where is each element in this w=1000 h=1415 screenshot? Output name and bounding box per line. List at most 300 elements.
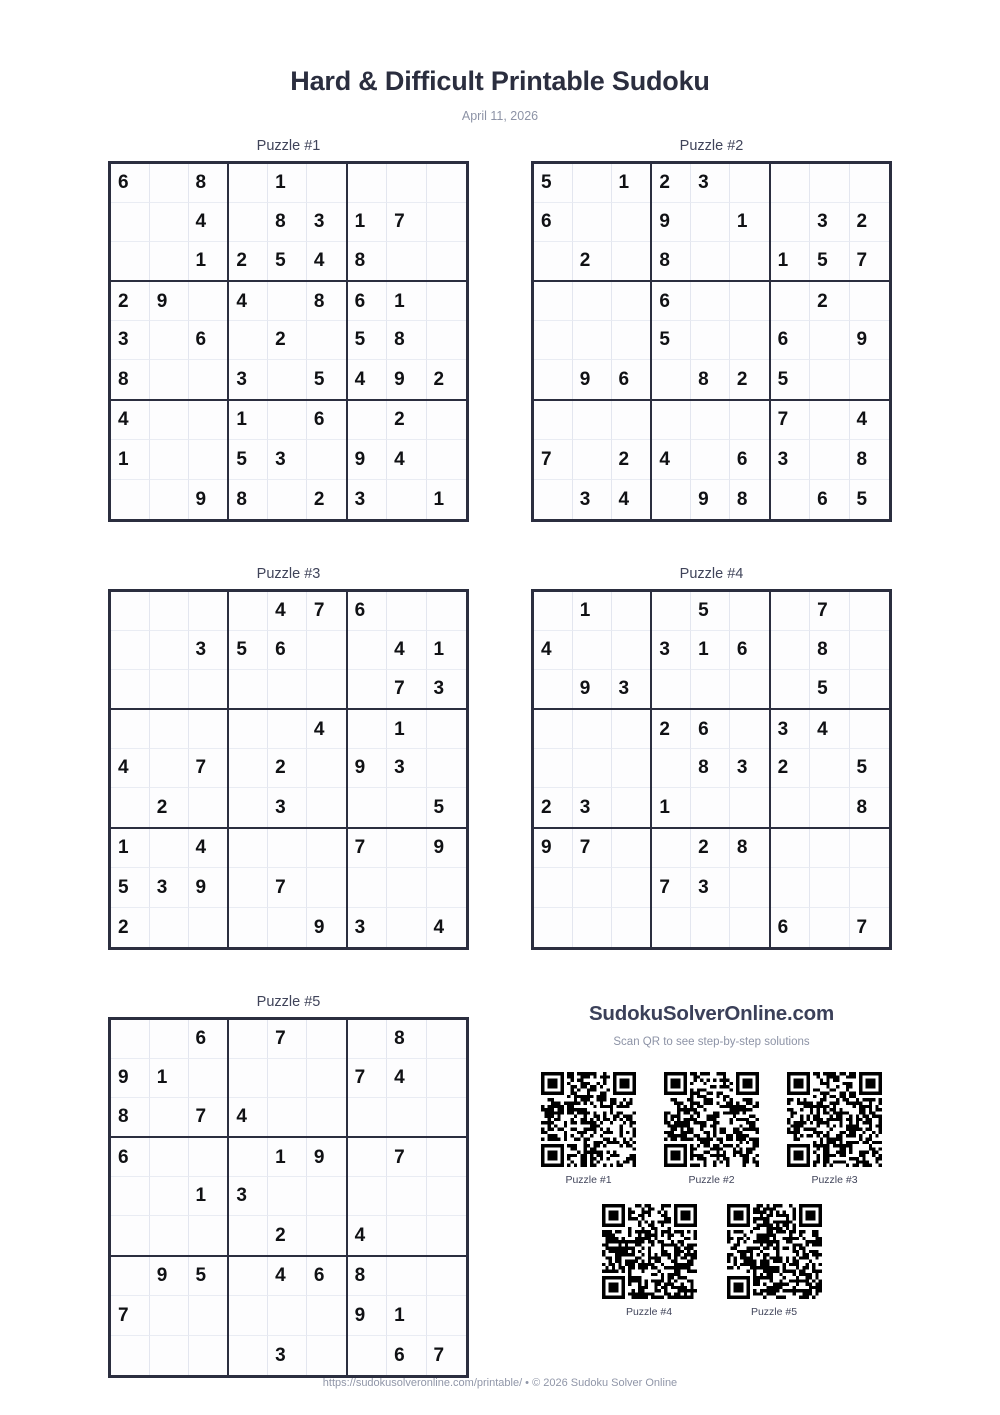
sudoku-cell-empty[interactable] (534, 868, 573, 907)
sudoku-cell-empty[interactable] (850, 360, 889, 399)
sudoku-cell-given[interactable]: 5 (189, 1257, 228, 1296)
sudoku-cell-empty[interactable] (268, 401, 307, 440)
sudoku-cell-given[interactable]: 3 (387, 749, 426, 788)
sudoku-cell-given[interactable]: 2 (771, 749, 810, 788)
sudoku-cell-given[interactable]: 4 (307, 710, 346, 749)
sudoku-cell-given[interactable]: 7 (387, 203, 426, 242)
sudoku-cell-empty[interactable] (229, 164, 268, 203)
sudoku-cell-given[interactable]: 8 (387, 321, 426, 360)
sudoku-cell-empty[interactable] (771, 282, 810, 321)
sudoku-cell-given[interactable]: 4 (111, 749, 150, 788)
sudoku-cell-empty[interactable] (150, 749, 189, 788)
sudoku-cell-empty[interactable] (229, 1336, 268, 1375)
sudoku-cell-given[interactable]: 1 (691, 631, 730, 670)
sudoku-cell-empty[interactable] (387, 788, 426, 827)
sudoku-cell-given[interactable]: 7 (387, 670, 426, 709)
sudoku-cell-given[interactable]: 5 (850, 749, 889, 788)
sudoku-cell-empty[interactable] (229, 1216, 268, 1255)
sudoku-cell-given[interactable]: 6 (307, 1257, 346, 1296)
sudoku-cell-empty[interactable] (348, 1177, 387, 1216)
sudoku-cell-given[interactable]: 5 (810, 670, 849, 709)
sudoku-cell-given[interactable]: 1 (433, 488, 445, 510)
sudoku-cell-empty[interactable] (150, 1296, 189, 1335)
sudoku-cell-empty[interactable] (307, 749, 346, 788)
sudoku-cell-given[interactable]: 1 (111, 440, 150, 479)
sudoku-cell-empty[interactable] (150, 1216, 189, 1255)
sudoku-cell-empty[interactable] (307, 1098, 346, 1137)
sudoku-cell-given[interactable]: 4 (433, 916, 445, 938)
sudoku-cell-empty[interactable] (652, 670, 691, 709)
sudoku-cell-empty[interactable] (534, 242, 573, 281)
sudoku-cell-empty[interactable] (850, 631, 889, 670)
sudoku-cell-given[interactable]: 6 (111, 164, 150, 203)
sudoku-cell-empty[interactable] (652, 360, 691, 399)
sudoku-cell-given[interactable]: 6 (534, 203, 573, 242)
sudoku-cell-empty[interactable] (771, 829, 810, 868)
sudoku-cell-given[interactable]: 7 (307, 592, 346, 631)
sudoku-cell-empty[interactable] (850, 710, 889, 749)
sudoku-cell-given[interactable]: 1 (387, 710, 426, 749)
sudoku-cell-given[interactable]: 7 (348, 1059, 387, 1098)
sudoku-board-4[interactable] (531, 589, 892, 950)
sudoku-cell-given[interactable]: 4 (268, 1257, 307, 1296)
sudoku-cell-empty[interactable] (810, 868, 849, 907)
sudoku-board-2[interactable] (531, 161, 892, 522)
sudoku-cell-empty[interactable] (730, 710, 769, 749)
sudoku-cell-empty[interactable] (348, 1336, 387, 1375)
sudoku-cell-empty[interactable] (111, 1020, 150, 1059)
sudoku-cell-given[interactable]: 4 (387, 631, 426, 670)
sudoku-cell-given[interactable]: 2 (573, 242, 612, 281)
qr-item[interactable] (664, 1072, 759, 1186)
sudoku-cell-given[interactable]: 7 (195, 1106, 207, 1128)
sudoku-cell-empty[interactable] (229, 1020, 268, 1059)
sudoku-cell-empty[interactable] (387, 1098, 426, 1137)
sudoku-cell-empty[interactable] (427, 164, 466, 203)
sudoku-cell-empty[interactable] (189, 1059, 228, 1098)
sudoku-cell-given[interactable]: 9 (534, 829, 573, 868)
sudoku-cell-given[interactable]: 4 (348, 360, 387, 399)
sudoku-cell-empty[interactable] (612, 401, 651, 440)
sudoku-cell-given[interactable]: 3 (348, 480, 387, 519)
sudoku-cell-given[interactable]: 7 (573, 829, 612, 868)
sudoku-cell-empty[interactable] (268, 710, 307, 749)
sudoku-cell-empty[interactable] (387, 829, 426, 868)
sudoku-cell-empty[interactable] (307, 1177, 346, 1216)
sudoku-cell-empty[interactable] (730, 164, 769, 203)
sudoku-cell-empty[interactable] (612, 710, 651, 749)
sudoku-cell-empty[interactable] (307, 1336, 346, 1375)
sudoku-cell-given[interactable]: 7 (856, 916, 868, 938)
sudoku-cell-empty[interactable] (348, 670, 387, 709)
sudoku-cell-given[interactable]: 9 (348, 749, 387, 788)
sudoku-cell-empty[interactable] (612, 242, 651, 281)
sudoku-cell-given[interactable]: 3 (730, 749, 769, 788)
sudoku-cell-empty[interactable] (189, 1336, 228, 1375)
sudoku-cell-given[interactable]: 1 (150, 1059, 189, 1098)
sudoku-cell-empty[interactable] (387, 592, 426, 631)
sudoku-cell-empty[interactable] (534, 749, 573, 788)
sudoku-cell-empty[interactable] (534, 360, 573, 399)
sudoku-cell-empty[interactable] (612, 282, 651, 321)
sudoku-cell-given[interactable]: 9 (348, 440, 387, 479)
sudoku-cell-empty[interactable] (150, 164, 189, 203)
sudoku-cell-given[interactable]: 8 (856, 796, 868, 818)
sudoku-cell-given[interactable]: 2 (268, 1216, 307, 1255)
sudoku-cell-given[interactable]: 1 (268, 164, 307, 203)
sudoku-cell-given[interactable]: 2 (268, 321, 307, 360)
sudoku-cell-empty[interactable] (229, 1296, 268, 1335)
sudoku-cell-given[interactable]: 7 (111, 1296, 150, 1335)
sudoku-cell-empty[interactable] (348, 710, 387, 749)
sudoku-cell-given[interactable]: 1 (387, 282, 426, 321)
sudoku-board-5[interactable] (108, 1017, 469, 1378)
sudoku-cell-given[interactable]: 2 (652, 710, 691, 749)
sudoku-cell-empty[interactable] (771, 670, 810, 709)
sudoku-cell-given[interactable]: 1 (771, 242, 810, 281)
sudoku-cell-empty[interactable] (268, 360, 307, 399)
sudoku-cell-empty[interactable] (730, 592, 769, 631)
sudoku-cell-given[interactable]: 5 (534, 164, 573, 203)
sudoku-cell-empty[interactable] (427, 321, 466, 360)
sudoku-cell-empty[interactable] (691, 440, 730, 479)
sudoku-cell-empty[interactable] (810, 908, 849, 947)
qr-code-icon[interactable] (664, 1072, 759, 1167)
sudoku-cell-given[interactable]: 3 (771, 710, 810, 749)
sudoku-cell-given[interactable]: 1 (652, 788, 691, 827)
sudoku-cell-given[interactable]: 6 (730, 631, 769, 670)
sudoku-cell-empty[interactable] (307, 1216, 346, 1255)
sudoku-cell-given[interactable]: 1 (111, 829, 150, 868)
sudoku-cell-empty[interactable] (387, 164, 426, 203)
sudoku-cell-given[interactable]: 8 (348, 242, 387, 281)
sudoku-cell-given[interactable]: 3 (573, 480, 612, 519)
sudoku-cell-empty[interactable] (229, 829, 268, 868)
sudoku-cell-empty[interactable] (771, 788, 810, 827)
sudoku-cell-empty[interactable] (150, 670, 189, 709)
sudoku-cell-given[interactable]: 3 (433, 678, 445, 700)
sudoku-cell-given[interactable]: 4 (229, 1098, 268, 1137)
sudoku-cell-empty[interactable] (810, 321, 849, 360)
sudoku-cell-empty[interactable] (111, 480, 150, 519)
sudoku-cell-given[interactable]: 3 (111, 321, 150, 360)
sudoku-cell-empty[interactable] (573, 440, 612, 479)
sudoku-cell-empty[interactable] (534, 480, 573, 519)
sudoku-cell-empty[interactable] (387, 1177, 426, 1216)
sudoku-cell-empty[interactable] (111, 631, 150, 670)
sudoku-cell-empty[interactable] (771, 164, 810, 203)
sudoku-cell-empty[interactable] (150, 592, 189, 631)
sudoku-cell-empty[interactable] (612, 592, 651, 631)
sudoku-cell-empty[interactable] (427, 1177, 466, 1216)
sudoku-cell-given[interactable]: 8 (111, 360, 150, 399)
sudoku-cell-empty[interactable] (573, 710, 612, 749)
sudoku-cell-empty[interactable] (534, 282, 573, 321)
sudoku-cell-given[interactable]: 4 (348, 1216, 387, 1255)
sudoku-cell-empty[interactable] (427, 440, 466, 479)
sudoku-cell-empty[interactable] (229, 592, 268, 631)
sudoku-cell-empty[interactable] (189, 592, 228, 631)
sudoku-cell-given[interactable]: 5 (652, 321, 691, 360)
sudoku-cell-empty[interactable] (691, 908, 730, 947)
sudoku-cell-empty[interactable] (691, 788, 730, 827)
sudoku-cell-empty[interactable] (348, 631, 387, 670)
sudoku-cell-empty[interactable] (150, 203, 189, 242)
sudoku-cell-empty[interactable] (573, 631, 612, 670)
sudoku-cell-given[interactable]: 3 (150, 868, 189, 907)
sudoku-cell-empty[interactable] (652, 592, 691, 631)
sudoku-cell-empty[interactable] (427, 592, 466, 631)
sudoku-cell-empty[interactable] (150, 710, 189, 749)
sudoku-cell-empty[interactable] (810, 788, 849, 827)
sudoku-cell-given[interactable]: 3 (229, 360, 268, 399)
qr-code-icon[interactable] (602, 1204, 697, 1299)
sudoku-cell-empty[interactable] (387, 1257, 426, 1296)
sudoku-cell-given[interactable]: 2 (150, 788, 189, 827)
sudoku-cell-given[interactable]: 9 (573, 670, 612, 709)
sudoku-cell-given[interactable]: 6 (111, 1138, 150, 1177)
qr-code-icon[interactable] (787, 1072, 882, 1167)
sudoku-cell-given[interactable]: 4 (387, 1059, 426, 1098)
sudoku-cell-given[interactable]: 9 (348, 1296, 387, 1335)
sudoku-cell-empty[interactable] (810, 440, 849, 479)
sudoku-cell-empty[interactable] (427, 1138, 466, 1177)
sudoku-cell-given[interactable]: 3 (307, 203, 346, 242)
sudoku-cell-empty[interactable] (427, 710, 466, 749)
sudoku-cell-given[interactable]: 7 (387, 1138, 426, 1177)
sudoku-cell-empty[interactable] (307, 788, 346, 827)
sudoku-cell-empty[interactable] (652, 829, 691, 868)
sudoku-cell-given[interactable]: 8 (348, 1257, 387, 1296)
sudoku-cell-given[interactable]: 1 (348, 203, 387, 242)
sudoku-cell-empty[interactable] (850, 282, 889, 321)
sudoku-cell-empty[interactable] (229, 1059, 268, 1098)
sudoku-cell-empty[interactable] (387, 1216, 426, 1255)
qr-item[interactable] (787, 1072, 882, 1186)
sudoku-cell-given[interactable]: 9 (573, 360, 612, 399)
sudoku-cell-empty[interactable] (268, 1177, 307, 1216)
sudoku-cell-empty[interactable] (850, 592, 889, 631)
sudoku-cell-given[interactable]: 1 (268, 1138, 307, 1177)
sudoku-cell-empty[interactable] (150, 1138, 189, 1177)
sudoku-cell-empty[interactable] (268, 908, 307, 947)
sudoku-cell-empty[interactable] (150, 829, 189, 868)
sudoku-cell-empty[interactable] (427, 1098, 466, 1137)
sudoku-cell-empty[interactable] (387, 868, 426, 907)
sudoku-cell-empty[interactable] (150, 1098, 189, 1137)
sudoku-cell-empty[interactable] (387, 908, 426, 947)
sudoku-cell-empty[interactable] (307, 868, 346, 907)
sudoku-cell-empty[interactable] (348, 1098, 387, 1137)
sudoku-cell-empty[interactable] (150, 908, 189, 947)
sudoku-cell-given[interactable]: 8 (850, 440, 889, 479)
sudoku-cell-given[interactable]: 2 (691, 829, 730, 868)
sudoku-cell-given[interactable]: 9 (387, 360, 426, 399)
sudoku-cell-empty[interactable] (691, 282, 730, 321)
sudoku-cell-empty[interactable] (771, 631, 810, 670)
sudoku-cell-empty[interactable] (150, 631, 189, 670)
sudoku-cell-empty[interactable] (189, 710, 228, 749)
sudoku-cell-empty[interactable] (612, 788, 651, 827)
sudoku-cell-empty[interactable] (229, 788, 268, 827)
sudoku-cell-empty[interactable] (427, 282, 466, 321)
sudoku-cell-empty[interactable] (111, 242, 150, 281)
sudoku-cell-empty[interactable] (771, 592, 810, 631)
sudoku-cell-empty[interactable] (573, 749, 612, 788)
sudoku-cell-empty[interactable] (691, 203, 730, 242)
sudoku-cell-empty[interactable] (307, 1296, 346, 1335)
sudoku-cell-given[interactable]: 8 (307, 282, 346, 321)
sudoku-cell-empty[interactable] (150, 321, 189, 360)
sudoku-cell-given[interactable]: 9 (850, 321, 889, 360)
sudoku-cell-empty[interactable] (229, 1138, 268, 1177)
sudoku-cell-empty[interactable] (150, 480, 189, 519)
sudoku-cell-given[interactable]: 3 (268, 788, 307, 827)
sudoku-cell-empty[interactable] (150, 440, 189, 479)
sudoku-cell-given[interactable]: 2 (229, 242, 268, 281)
sudoku-cell-empty[interactable] (348, 401, 387, 440)
sudoku-cell-empty[interactable] (810, 829, 849, 868)
sudoku-cell-empty[interactable] (850, 829, 889, 868)
sudoku-cell-given[interactable]: 1 (612, 164, 651, 203)
sudoku-cell-given[interactable]: 4 (268, 592, 307, 631)
sudoku-cell-empty[interactable] (612, 868, 651, 907)
sudoku-cell-empty[interactable] (268, 1059, 307, 1098)
sudoku-cell-empty[interactable] (810, 360, 849, 399)
sudoku-cell-given[interactable]: 8 (229, 480, 268, 519)
sudoku-cell-given[interactable]: 2 (268, 749, 307, 788)
sudoku-cell-given[interactable]: 3 (652, 631, 691, 670)
sudoku-cell-empty[interactable] (652, 908, 691, 947)
sudoku-cell-empty[interactable] (268, 1098, 307, 1137)
sudoku-cell-given[interactable]: 4 (618, 488, 630, 510)
sudoku-cell-empty[interactable] (189, 282, 228, 321)
sudoku-cell-empty[interactable] (348, 1020, 387, 1059)
sudoku-cell-given[interactable]: 9 (691, 480, 730, 519)
sudoku-cell-given[interactable]: 2 (433, 368, 445, 390)
sudoku-cell-empty[interactable] (534, 908, 573, 947)
sudoku-cell-given[interactable]: 8 (387, 1020, 426, 1059)
sudoku-cell-given[interactable]: 1 (195, 250, 207, 272)
sudoku-cell-given[interactable]: 6 (810, 480, 849, 519)
sudoku-cell-given[interactable]: 9 (427, 829, 466, 868)
sudoku-cell-empty[interactable] (427, 1020, 466, 1059)
sudoku-cell-empty[interactable] (150, 242, 189, 281)
sudoku-cell-empty[interactable] (189, 360, 228, 399)
sudoku-cell-empty[interactable] (810, 401, 849, 440)
sudoku-cell-given[interactable]: 3 (691, 868, 730, 907)
sudoku-cell-empty[interactable] (730, 242, 769, 281)
sudoku-cell-given[interactable]: 3 (691, 164, 730, 203)
sudoku-cell-given[interactable]: 6 (771, 908, 810, 947)
sudoku-cell-given[interactable]: 2 (652, 164, 691, 203)
sudoku-cell-given[interactable]: 1 (387, 1296, 426, 1335)
sudoku-cell-empty[interactable] (730, 670, 769, 709)
sudoku-cell-given[interactable]: 5 (348, 321, 387, 360)
sudoku-cell-empty[interactable] (111, 1177, 150, 1216)
sudoku-cell-empty[interactable] (189, 1138, 228, 1177)
sudoku-cell-empty[interactable] (573, 282, 612, 321)
sudoku-cell-given[interactable]: 7 (348, 829, 387, 868)
sudoku-cell-empty[interactable] (771, 480, 810, 519)
sudoku-cell-given[interactable]: 8 (730, 829, 769, 868)
sudoku-cell-empty[interactable] (427, 401, 466, 440)
sudoku-cell-given[interactable]: 9 (189, 868, 228, 907)
sudoku-cell-empty[interactable] (573, 868, 612, 907)
sudoku-cell-empty[interactable] (111, 1257, 150, 1296)
sudoku-cell-empty[interactable] (229, 1257, 268, 1296)
sudoku-cell-empty[interactable] (229, 710, 268, 749)
sudoku-cell-empty[interactable] (573, 164, 612, 203)
sudoku-cell-empty[interactable] (691, 401, 730, 440)
sudoku-cell-empty[interactable] (612, 203, 651, 242)
sudoku-cell-empty[interactable] (730, 908, 769, 947)
sudoku-board-3[interactable] (108, 589, 469, 950)
sudoku-cell-empty[interactable] (111, 203, 150, 242)
sudoku-cell-empty[interactable] (189, 1296, 228, 1335)
sudoku-cell-given[interactable]: 3 (268, 440, 307, 479)
sudoku-cell-empty[interactable] (691, 242, 730, 281)
sudoku-cell-given[interactable]: 6 (652, 282, 691, 321)
sudoku-cell-given[interactable]: 4 (534, 631, 573, 670)
sudoku-cell-empty[interactable] (307, 164, 346, 203)
sudoku-cell-empty[interactable] (189, 1216, 228, 1255)
sudoku-cell-empty[interactable] (427, 242, 466, 281)
sudoku-cell-given[interactable]: 9 (652, 203, 691, 242)
sudoku-cell-given[interactable]: 7 (268, 1020, 307, 1059)
sudoku-cell-empty[interactable] (111, 1336, 150, 1375)
sudoku-cell-given[interactable]: 6 (771, 321, 810, 360)
sudoku-cell-empty[interactable] (229, 203, 268, 242)
sudoku-cell-empty[interactable] (534, 592, 573, 631)
sudoku-cell-empty[interactable] (810, 749, 849, 788)
sudoku-cell-given[interactable]: 5 (771, 360, 810, 399)
sudoku-cell-given[interactable]: 2 (111, 908, 150, 947)
sudoku-cell-given[interactable]: 5 (229, 440, 268, 479)
sudoku-cell-empty[interactable] (111, 1216, 150, 1255)
sudoku-cell-given[interactable]: 5 (810, 242, 849, 281)
sudoku-cell-given[interactable]: 3 (189, 631, 228, 670)
sudoku-cell-empty[interactable] (612, 829, 651, 868)
sudoku-cell-empty[interactable] (691, 321, 730, 360)
sudoku-cell-given[interactable]: 2 (850, 203, 889, 242)
sudoku-cell-given[interactable]: 7 (534, 440, 573, 479)
sudoku-cell-given[interactable]: 9 (313, 916, 325, 938)
sudoku-cell-empty[interactable] (730, 868, 769, 907)
sudoku-cell-empty[interactable] (348, 1138, 387, 1177)
sudoku-cell-given[interactable]: 6 (189, 1020, 228, 1059)
sudoku-cell-given[interactable]: 7 (189, 749, 228, 788)
sudoku-cell-empty[interactable] (150, 1020, 189, 1059)
sudoku-cell-given[interactable]: 6 (348, 282, 387, 321)
sudoku-cell-empty[interactable] (150, 1177, 189, 1216)
sudoku-cell-empty[interactable] (189, 440, 228, 479)
sudoku-cell-given[interactable]: 4 (229, 282, 268, 321)
sudoku-cell-given[interactable]: 7 (652, 868, 691, 907)
sudoku-cell-empty[interactable] (573, 203, 612, 242)
sudoku-cell-empty[interactable] (268, 480, 307, 519)
sudoku-cell-empty[interactable] (427, 1257, 466, 1296)
sudoku-cell-given[interactable]: 3 (229, 1177, 268, 1216)
sudoku-cell-given[interactable]: 9 (111, 1059, 150, 1098)
sudoku-cell-empty[interactable] (150, 401, 189, 440)
sudoku-cell-empty[interactable] (307, 1059, 346, 1098)
sudoku-cell-empty[interactable] (691, 670, 730, 709)
sudoku-cell-given[interactable]: 4 (111, 401, 150, 440)
sudoku-cell-given[interactable]: 7 (771, 401, 810, 440)
sudoku-cell-given[interactable]: 2 (111, 282, 150, 321)
sudoku-cell-given[interactable]: 3 (573, 788, 612, 827)
